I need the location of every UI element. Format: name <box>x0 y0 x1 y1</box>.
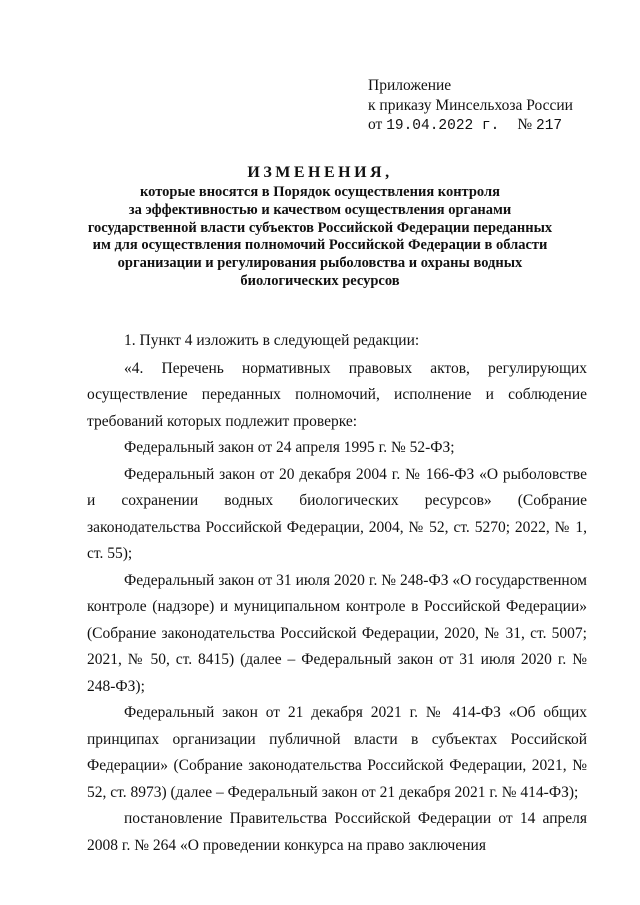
title-subtitle-line: государственной власти субъектов Российской Федерации переданных <box>87 219 553 236</box>
body-paragraph: постановление Правительства Российской Федерации от 14 апреля 2008 г. № 264 «О проведении конкурса на право заключения <box>87 810 587 854</box>
document-body <box>87 328 587 859</box>
body-paragraph: Федеральный закон от 21 декабря 2021 г. № 414-ФЗ «Об общих принципах организации публичной власти в субъектах Российской Федерации» (Собрание законодательства Российской Федерации, 2021, № 52, ст. 8973) (далее – Федеральный закон от 21 декабря 2021 г. № 414-ФЗ); <box>87 704 587 801</box>
number-prefix: № <box>517 116 533 133</box>
title-main: ИЗМЕНЕНИЯ, <box>247 164 393 181</box>
order-date: 19.04.2022 г. <box>386 118 500 134</box>
date-prefix: от <box>368 116 383 133</box>
appendix-header <box>368 76 573 137</box>
title-subtitle-line: которые вносятся в Порядок осуществления контроля <box>140 184 500 200</box>
title-subtitle-line: биологических ресурсов <box>240 272 400 289</box>
title-subtitle-line: организации и регулирования рыболовства и охраны водных <box>117 255 523 272</box>
appendix-label: Приложение <box>368 77 452 94</box>
body-paragraph: Федеральный закон от 31 июля 2020 г. № 248-ФЗ «О государственном контроле (надзоре) и муниципальном контроле в Российской Федерации» (Собрание законодательства Российской Федерации, 2020, № 31, ст. 5007; 2021, № 50, ст. 8415) (далее – Федеральный закон от 31 июля 2020 г. № 248-ФЗ); <box>87 571 587 695</box>
title-subtitle-line: за эффективностью и качеством осуществления органами <box>128 201 512 218</box>
title-subtitle-line: им для осуществления полномочий Российской Федерации в области <box>92 237 548 254</box>
appendix-order-reference: к приказу Минсельхоза России <box>368 96 573 114</box>
order-number: 217 <box>536 118 563 134</box>
appendix-date-number <box>368 115 573 137</box>
body-paragraph: Федеральный закон от 24 апреля 1995 г. № 52-ФЗ; <box>124 439 455 456</box>
body-paragraph: «4. Перечень нормативных правовых актов, регулирующих осуществление переданных полномочий, исполнение и соблюдение требований которых подлежит проверке: <box>87 359 587 430</box>
body-paragraph: Федеральный закон от 20 декабря 2004 г. № 166-ФЗ «О рыболовстве и сохранении водных биологических ресурсов» (Собрание законодательства Российской Федерации, 2004, № 52, ст. 5270; 2022, № 1, ст. 55); <box>87 465 587 562</box>
body-paragraph: 1. Пункт 4 изложить в следующей редакции: <box>124 332 420 349</box>
document-title <box>70 163 570 291</box>
